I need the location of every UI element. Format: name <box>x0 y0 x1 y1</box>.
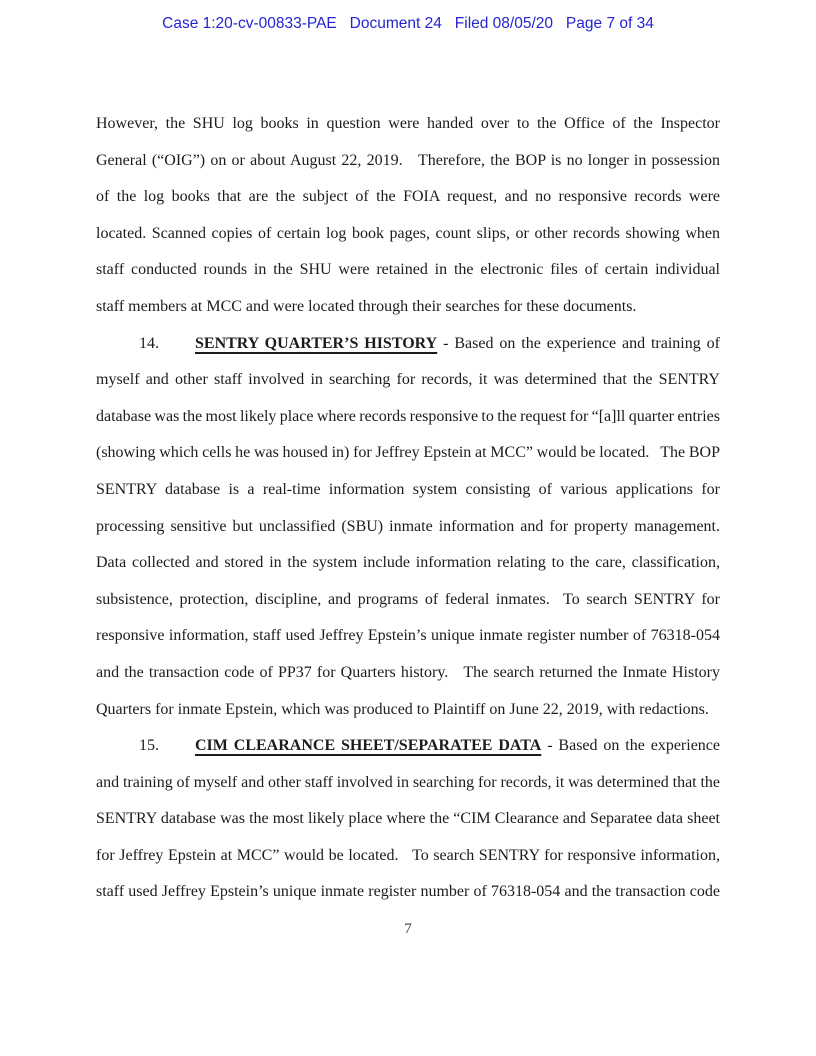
document-body <box>96 106 720 911</box>
text-run: staff used Jeffrey Epstein’s unique inmate register number of 76318-054 and the transaction code <box>96 883 720 901</box>
text-line <box>96 179 720 216</box>
text-line <box>96 545 720 582</box>
page-number: 7 <box>404 921 412 937</box>
text-run: General (“OIG”) on or about August 22, 2019. Therefore, the BOP is no longer in possession <box>96 151 720 169</box>
line-content <box>96 335 720 352</box>
text-line <box>96 106 720 143</box>
line-content <box>96 261 720 278</box>
line-content <box>96 298 636 315</box>
paragraph-15 <box>96 728 720 911</box>
text-line <box>96 143 720 180</box>
text-run: database was the most likely place where records responsive to the request for “[a]ll quarter entries <box>96 407 720 425</box>
line-content <box>96 444 720 461</box>
line-content <box>96 774 720 791</box>
paragraph-continuation <box>96 106 720 326</box>
text-line <box>96 326 720 363</box>
line-content <box>96 664 720 681</box>
line-content <box>96 518 720 535</box>
text-line <box>96 582 720 619</box>
text-run: Data collected and stored in the system include information relating to the care, classification, <box>96 554 721 572</box>
text-line <box>96 801 720 838</box>
line-content <box>96 188 720 205</box>
text-line <box>96 252 720 289</box>
text-line <box>96 838 720 875</box>
text-run: Quarters for inmate Epstein, which was produced to Plaintiff on June 22, 2019, with redactions. <box>96 700 709 718</box>
text-run: responsive information, staff used Jeffrey Epstein’s unique inmate register number of 76318-054 <box>96 627 720 645</box>
text-line <box>96 399 720 436</box>
line-content <box>96 591 720 608</box>
line-content <box>96 737 720 754</box>
text-run: (showing which cells he was housed in) for Jeffrey Epstein at MCC” would be located. The BOP <box>96 444 721 462</box>
text-line <box>96 728 720 765</box>
text-run: and the transaction code of PP37 for Quarters history. The search returned the Inmate History <box>96 663 720 681</box>
text-line <box>96 289 720 326</box>
text-run: 14. <box>139 334 159 352</box>
text-run: and training of myself and other staff involved in searching for records, it was determined that the <box>96 773 721 791</box>
text-line <box>96 692 720 729</box>
text-line <box>96 655 720 692</box>
text-line <box>96 874 720 911</box>
text-line <box>96 435 720 472</box>
line-content <box>96 847 720 864</box>
text-line <box>96 472 720 509</box>
text-run: for Jeffrey Epstein at MCC” would be located. To search SENTRY for responsive information, <box>96 846 720 864</box>
section-heading: SENTRY QUARTER’S HISTORY <box>195 334 438 352</box>
text-run: SENTRY database was the most likely place where the “CIM Clearance and Separatee data sheet <box>96 810 721 828</box>
line-content <box>96 554 720 571</box>
line-content <box>96 481 720 498</box>
text-line <box>96 362 720 399</box>
paragraph-14 <box>96 326 720 729</box>
text-line <box>96 216 720 253</box>
text-run: - Based on the experience <box>541 737 721 755</box>
line-content <box>96 883 720 900</box>
text-run: myself and other staff involved in searching for records, it was determined that the SENTRY <box>96 371 720 389</box>
text-run: - Based on the experience and training of <box>437 334 720 352</box>
text-run: staff members at MCC and were located through their searches for these documents. <box>96 297 637 315</box>
text-line <box>96 765 720 802</box>
line-content <box>96 115 720 132</box>
text-run: of the log books that are the subject of the FOIA request, and no responsive records were <box>96 188 721 206</box>
text-line <box>96 509 720 546</box>
line-content <box>96 152 720 169</box>
text-run: located. Scanned copies of certain log book pages, count slips, or other records showing when <box>96 224 721 242</box>
case-stamp-header: Case 1:20-cv-00833-PAE Document 24 Filed 08/05/20 Page 7 of 34 <box>162 15 654 32</box>
text-run: subsistence, protection, discipline, and programs of federal inmates. To search SENTRY for <box>96 590 720 608</box>
line-content <box>96 225 720 242</box>
text-run: 15. <box>139 737 159 755</box>
section-heading: CIM CLEARANCE SHEET/SEPARATEE DATA <box>195 737 542 755</box>
text-run: However, the SHU log books in question were handed over to the Office of the Inspector <box>96 115 720 132</box>
line-content <box>96 371 720 388</box>
text-run: SENTRY database is a real-time information system consisting of various applications for <box>96 480 720 498</box>
line-content <box>96 408 720 425</box>
line-content <box>96 627 720 644</box>
line-content <box>96 701 709 718</box>
text-line <box>96 618 720 655</box>
text-run: staff conducted rounds in the SHU were retained in the electronic files of certain individual <box>96 261 720 279</box>
text-run: processing sensitive but unclassified (SBU) inmate information and for property management. <box>96 517 720 535</box>
line-content <box>96 810 720 827</box>
